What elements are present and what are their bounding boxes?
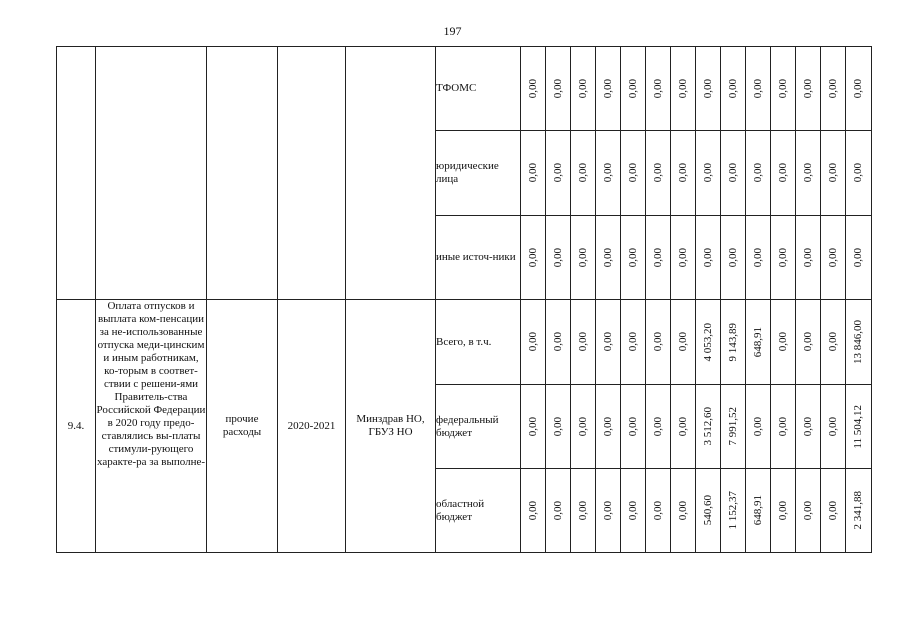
value-text: 0,00 [676,332,689,352]
value-cell [621,131,646,216]
value-cell [596,131,621,216]
empty-cell [96,47,207,300]
value-cell [821,216,846,300]
value-text: 0,00 [576,163,589,183]
value-cell [721,469,746,553]
value-cell [821,47,846,131]
value-text: 0,00 [651,332,664,352]
value-cell [696,300,721,385]
value-cell [621,47,646,131]
value-text: 0,00 [801,78,814,99]
value-cell [721,385,746,469]
value-cell [521,216,546,300]
value-cell [846,385,872,469]
value-cell [796,216,821,300]
value-text: 0,00 [801,332,814,352]
value-cell [596,47,621,131]
value-cell [546,47,571,131]
value-text: 0,00 [776,416,789,437]
value-cell [796,300,821,385]
value-text: 0,00 [701,247,714,268]
value-text: 0,00 [701,78,714,99]
value-cell [746,385,771,469]
value-text: 0,00 [852,78,864,99]
value-cell [846,216,872,300]
value-cell [621,469,646,553]
value-text: 0,00 [826,500,839,521]
table-row [57,47,872,131]
value-cell [596,216,621,300]
value-cell [521,385,546,469]
table-row [57,300,872,385]
value-cell [546,469,571,553]
period: 2020-2021 [278,300,346,553]
value-text: 0,00 [576,247,589,268]
value-text: 0,00 [676,416,689,437]
value-cell [646,47,671,131]
value-text: 0,00 [776,500,789,521]
value-text: 0,00 [676,78,689,99]
value-text: 0,00 [651,247,664,268]
value-text: 0,00 [826,163,839,183]
value-text: 0,00 [626,163,639,183]
value-cell [746,469,771,553]
value-cell [521,47,546,131]
value-cell [571,469,596,553]
value-text: 0,00 [576,332,589,352]
value-text: 0,00 [551,78,564,99]
value-text: 648,91 [751,326,764,358]
value-text: 4 053,20 [701,322,714,362]
value-text: 9 143,89 [726,322,739,362]
value-text: 0,00 [676,163,689,183]
value-text: 0,00 [801,500,814,521]
value-text: 0,00 [626,78,639,99]
value-text: 0,00 [601,247,614,268]
value-text: 13 846,00 [852,320,864,364]
value-text: 2 341,88 [852,491,864,530]
value-cell [646,216,671,300]
value-cell [746,131,771,216]
value-cell [746,47,771,131]
value-text: 0,00 [551,500,564,521]
value-text: 0,00 [776,332,789,352]
value-cell [621,216,646,300]
value-text: 0,00 [601,163,614,183]
value-text: 0,00 [626,332,639,352]
source-label: федеральный бюджет [436,385,521,469]
value-text: 648,91 [751,495,764,526]
value-text: 0,00 [776,163,789,183]
value-cell [671,469,696,553]
value-text: 0,00 [751,247,764,268]
value-text: 0,00 [551,247,564,268]
value-cell [721,300,746,385]
value-text: 0,00 [651,500,664,521]
value-text: 0,00 [526,500,539,521]
value-text: 0,00 [526,247,539,268]
value-cell [596,385,621,469]
value-text: 0,00 [551,163,564,183]
value-text: 0,00 [651,416,664,437]
value-cell [821,469,846,553]
value-cell [521,131,546,216]
value-cell [646,469,671,553]
value-cell [621,300,646,385]
value-cell [721,131,746,216]
value-text: 0,00 [576,500,589,521]
value-cell [771,216,796,300]
value-cell [571,47,596,131]
value-text: 0,00 [801,247,814,268]
value-cell [696,216,721,300]
value-text: 0,00 [826,78,839,99]
value-text: 0,00 [551,416,564,437]
value-cell [546,216,571,300]
value-text: 0,00 [801,163,814,183]
value-cell [671,216,696,300]
executor: Минздрав НО, ГБУЗ НО [346,300,436,553]
table-body [57,47,872,553]
value-text: 11 504,12 [852,404,864,449]
value-cell [646,300,671,385]
value-cell [546,385,571,469]
value-text: 0,00 [601,332,614,352]
value-cell [746,300,771,385]
value-text: 3 512,60 [701,407,714,446]
value-text: 0,00 [576,78,589,99]
value-cell [696,47,721,131]
empty-cell [346,47,436,300]
value-text: 0,00 [626,247,639,268]
budget-table [56,46,872,553]
value-text: 0,00 [626,416,639,437]
value-cell [821,300,846,385]
value-text: 0,00 [526,332,539,352]
value-text: 0,00 [826,416,839,437]
value-text: 0,00 [852,247,864,268]
value-text: 0,00 [826,247,839,268]
value-text: 0,00 [601,78,614,99]
value-cell [696,131,721,216]
value-cell [546,131,571,216]
value-text: 0,00 [551,332,564,352]
value-cell [821,131,846,216]
value-cell [671,300,696,385]
value-text: 0,00 [676,500,689,521]
value-text: 0,00 [651,163,664,183]
value-text: 0,00 [626,500,639,521]
empty-cell [278,47,346,300]
value-text: 0,00 [751,163,764,183]
value-cell [796,469,821,553]
value-text: 0,00 [601,500,614,521]
value-cell [846,131,872,216]
value-text: 0,00 [726,78,739,99]
value-text: 0,00 [701,163,714,183]
value-cell [596,469,621,553]
value-cell [771,469,796,553]
source-label: Всего, в т.ч. [436,300,521,385]
page-number: 197 [443,24,462,38]
value-cell [721,47,746,131]
value-cell [721,216,746,300]
value-cell [596,300,621,385]
value-cell [846,47,872,131]
value-cell [671,385,696,469]
empty-cell [207,47,278,300]
value-text: 0,00 [601,416,614,437]
value-text: 0,00 [726,163,739,183]
value-cell [771,47,796,131]
value-cell [671,131,696,216]
value-cell [846,300,872,385]
source-label: областной бюджет [436,469,521,553]
value-text: 0,00 [526,416,539,437]
value-cell [796,131,821,216]
value-cell [621,385,646,469]
value-cell [796,47,821,131]
value-text: 0,00 [776,78,789,99]
value-cell [796,385,821,469]
value-text: 0,00 [726,247,739,268]
value-cell [746,216,771,300]
value-cell [771,131,796,216]
value-text: 0,00 [526,78,539,99]
value-text: 0,00 [801,416,814,437]
value-cell [571,216,596,300]
value-cell [821,385,846,469]
value-text: 0,00 [751,78,764,99]
value-cell [521,469,546,553]
value-text: 540,60 [701,495,714,526]
value-cell [671,47,696,131]
source-label: юридические лица [436,131,521,216]
value-cell [846,469,872,553]
value-text: 0,00 [651,78,664,99]
value-cell [646,385,671,469]
value-cell [646,131,671,216]
item-number: 9.4. [57,300,96,553]
value-text: 7 991,52 [726,407,739,446]
source-label: иные источ-ники [436,216,521,300]
value-text: 0,00 [751,416,764,437]
value-cell [571,385,596,469]
value-text: 1 152,37 [726,491,739,530]
value-text: 0,00 [852,163,864,183]
value-cell [521,300,546,385]
value-cell [571,131,596,216]
value-cell [771,300,796,385]
value-text: 0,00 [826,332,839,352]
value-text: 0,00 [576,416,589,437]
value-text: 0,00 [676,247,689,268]
value-text: 0,00 [526,163,539,183]
value-cell [696,469,721,553]
source-label: ТФОМС [436,47,521,131]
value-cell [696,385,721,469]
empty-cell [57,47,96,300]
expense-type: прочие расходы [207,300,278,553]
value-cell [571,300,596,385]
value-text: 0,00 [776,247,789,268]
item-name: Оплата отпусков и выплата ком-пенсации за не-использованные отпуска меди-цинским и иным работникам, ко-торым в соответ-ствии с решени-ями Правитель-ства Российской Федерации в 2020 году предо-ставлялись вы-платы стимули-рующего характе-ра за выполне- [96,300,207,553]
value-cell [771,385,796,469]
value-cell [546,300,571,385]
